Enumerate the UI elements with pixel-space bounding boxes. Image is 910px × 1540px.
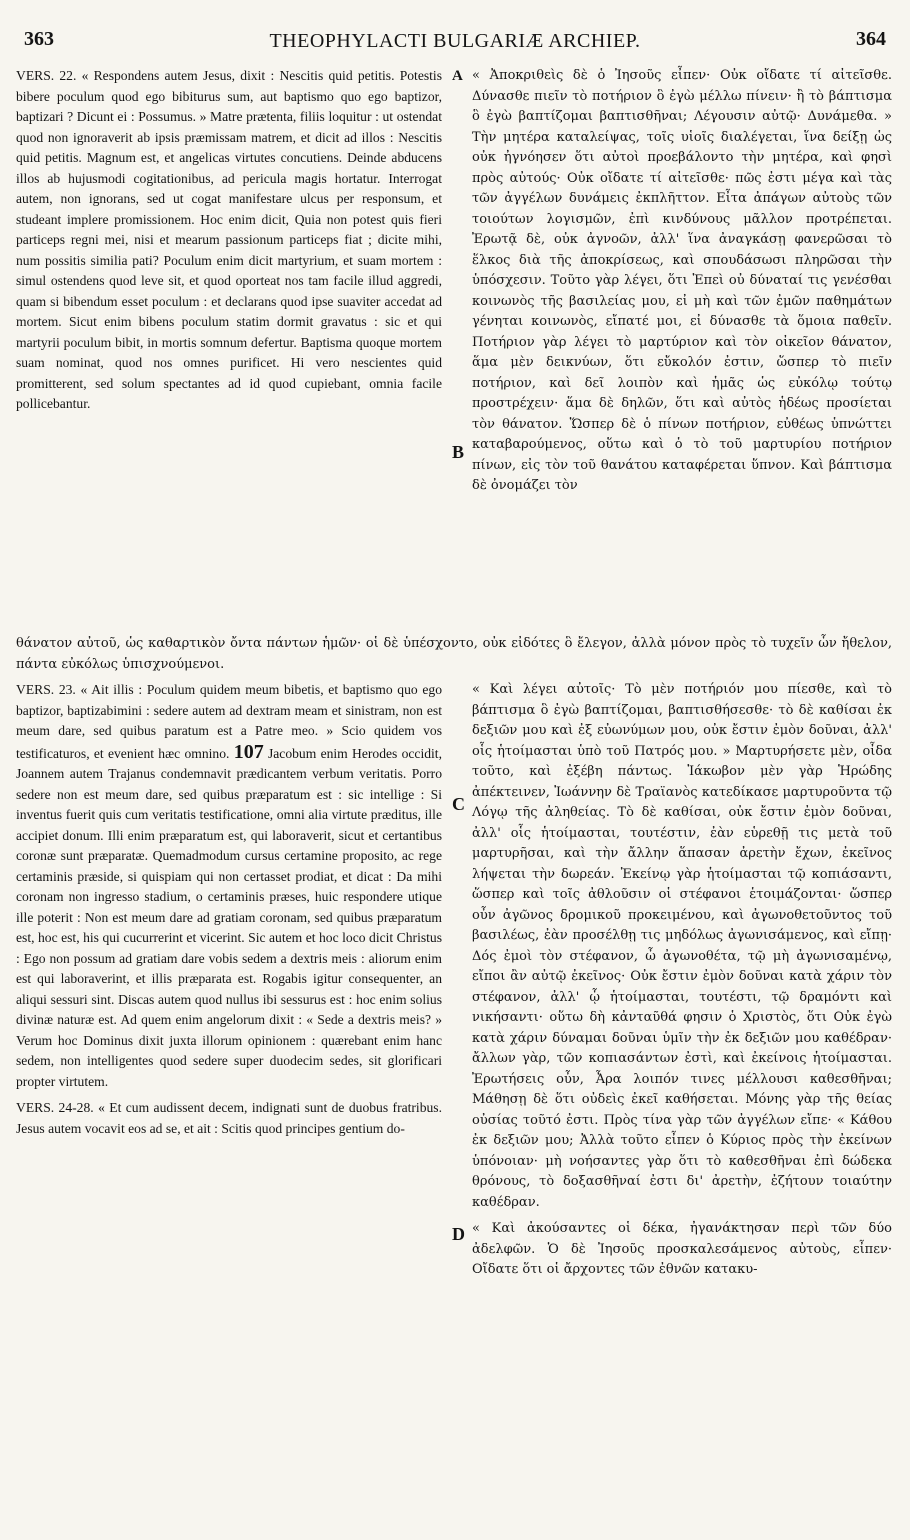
greek-paragraph-vers-22: « Ἀποκριθεὶς δὲ ὁ Ἰησοῦς εἶπεν· Οὐκ οἴδατε τί αἰτεῖσθε. Δύνασθε πιεῖν τὸ ποτήριον ὃ ἐγὼ μέλλω πίνειν· ἢ τὸ βάπτισμα ὃ ἐγὼ βαπτίζομαι βαπτισθῆναι; Λέγουσιν αὐτῷ· Δυνάμεθα. » Τὴν μητέρα καταλείψας, τοῖς υἱοῖς διαλέγεται, ἵνα δείξῃ ὡς οὐκ ἠγνόησεν ὅτι αὐτοὶ προεβάλοντο τὴν μητέρα, καὶ φησὶ πρὸς αὐτούς· Οὐκ οἴδατε τί αἰτεῖσθε· πῶς ἐστι μέγα καὶ τὰς τῶν ἀγγέλων δυνάμεις ἐκπλῆττον. Εἶτα ἀπάγων αὐτοὺς τῶν τοιούτων λογισμῶν, ἐπὶ κινδύνους μᾶλλον προτρέπεται. Ἐρωτᾷ δὲ, οὐκ ἀγνοῶν, ἀλλ' ἵνα ἀναγκάσῃ φανερῶσαι τὸ ἕλκος διὰ τῆς ἀποκρίσεως, καὶ σπουδάσωσι πληρῶσαι τὴν ὑπόσχεσιν. Τοῦτο γὰρ λέγει, ὅτι Ἐπεὶ οὐ δύναταί τις γενέσθαι κοινωνὸς τῆς βασιλείας μου, εἰ μὴ καὶ τῶν ἐμῶν παθημάτων γένηται κοινωνὸς, εἴπατέ μοι, εἰ δύνασθε τὰ ὅμοια παθεῖν. Ποτήριον γὰρ λέγει τὸ μαρτύριον καὶ τὸν οἰκεῖον θάνατον, ἅμα μὲν δεικνύων, ὅτι εὔκολόν ἐστιν, ὥσπερ τὸ πιεῖν ποτήριον, καὶ δεῖ λοιπὸν καὶ ἡμᾶς ὡς εὐκόλῳ τούτῳ προστρέχειν· ἅμα δὲ δηλῶν, ὅτι καὶ αὐτὸς ἡδέως προσίεται τὸν θάνατον. Ὥσπερ δὲ ὁ πίνων ποτήριον, εὐθέως ὑπνώττει καταβαρούμενος, οὕτω καὶ ὁ τὸ τοῦ μαρτυρίου ποτήριον πίνων, εἰς τὸν τοῦ θανάτου καταφέρεται ὕπνον. Καὶ βάπτισμα δὲ ὀνομάζει τὸν (472, 68, 892, 493)
latin-paragraph-vers-22: VERS. 22. « Respondens autem Jesus, dixit : Nescitis quid petitis. Potestis bibere poculum quod ego bibiturus sum, aut baptismo quo ego baptizor, baptizari ? Dicunt ei : Possumus. » Matre prætenta, filiis loquitur : ut ostendat quod non ignoraverit ab ipsis præmissam matrem, et dicit ad illos : Nescitis quid petitis. Magnum est, et angelicas virtutes concutiens. Deinde abducens illos ab hujusmodi cogitationibus, ad pericula magis hortatur. Interrogat autem, non ignorans, sed ut cogat manifestare ulcus per responsum, et studeant implere promissionem. Hoc enim dicit, Quia non potest quis fieri particeps regni mei, nisi et mearum passionum particeps fiat ; dicite mihi, num possitis similia pati? Poculum enim dicit martyrium, et suam mortem : simul ostendens quod leve sit, et quod oporteat nos tam facile illud aggredi, quam si bibendum esset poculum : et declarans quod ipse suaviter accedat ad mortem. Sicut enim bibens poculum statim dormit gravatus : sic et qui martyrii poculum bibit, in mortis somnum defertur. Baptisma quoque mortem suam nominat, quod nos omnes purificet. Hi vero nescientes quid promitterent, sed solum spectantes ad id quod cupiebant, omnia facile pollicebantur. (16, 68, 442, 411)
greek-paragraph-vers-23: « Καὶ λέγει αὐτοῖς· Τὸ μὲν ποτήριόν μου πίεσθε, καὶ τὸ βάπτισμα ὃ ἐγὼ βαπτίζομαι, βαπτισθήσεσθε· τὸ δὲ καθίσαι ἐκ δεξιῶν μου καὶ ἐξ εὐωνύμων μου, οὐκ ἔστιν ἐμὸν δοῦναι, ἀλλ' οἷς ἡτοίμασται ὑπὸ τοῦ Πατρός μου. » Μαρτυρήσετε μὲν, οἶδα τοῦτο, καὶ ἐξέβη πάντως. Ἰάκωβον μὲν γὰρ Ἡρώδης ἀπέκτεινεν, Ἰωάννην δὲ Τραϊανὸς κατεδίκασε μαρτυροῦντα τῷ Λόγῳ τῆς ἀληθείας. Τὸ δὲ καθίσαι, οὐκ ἔστιν ἐμὸν δοῦναι, ἀλλ' οἷς ἡτοίμασται, τουτέστιν, ἐὰν εὑρεθῇ τις μετὰ τοῦ μαρτυρῆσαι, καὶ τὴν ἄλλην ἅπασαν ἀρετὴν ἔχων, ἐκεῖνος λήψεται τὴν δωρεάν. Ἐκείνῳ γὰρ ἡτοίμασται τῷ κοπιάσαντι, ὥσπερ καὶ τοῖς ἀθλοῦσιν οἱ στέφανοι ἑτοιμάζονται· ὥσπερ οὖν ἀγῶνος δρομικοῦ προκειμένου, καὶ ἀγωνοθετοῦντος τοῦ βασιλέως, ἐὰν προσέλθῃ τις μηδόλως ἀγωνισάμενος, καὶ εἴπῃ· Δός ἐμοὶ τὸν στέφανον, ὦ ἀγωνοθέτα, τῷ μὴ ἀγωνισαμένῳ, εἴποι ἂν αὐτῷ ἐκεῖνος· Οὐκ ἔστιν ἐμὸν δοῦναι κατὰ χάριν τὸν στέφανον, ἀλλ' ᾧ ἡτοίμασται, τουτέστι, τῷ δραμόντι καὶ νικήσαντι· οὕτω δὴ κἀνταῦθά φησιν ὁ Χριστὸς, ὅτι Οὐκ ἐγὼ κατὰ χάριν δύναμαι δοῦναι ὑμῖν τὴν ἐκ δεξιῶν μου καθέδραν· ἄλλων γὰρ, τῶν κοπιασάντων ἐστὶ, καὶ ἐκείνοις ἡτοίμασται. Ἐρωτήσεις οὖν, Ἆρα λοιπόν τινες μέλλουσι καθεσθῆναι; Μάθησῃ δὲ ὅτι οὐδεὶς ἐκεῖ καθήσεται. Μόνης γὰρ τῆς θείας οὐσίας τοῦτό ἐστι. Πρὸς τίνα γὰρ τῶν ἀγγέλων εἴπε· « Κάθου ἐκ δεξιῶν μου; Ἀλλὰ τοῦτο εἶπεν ὁ Κύριος πρὸς τὴν ἐκείνων ὑπόνοιαν· μὴ νοήσαντες γὰρ ὅτι τὸ καθεσθῆναι ἐπὶ δώδεκα θρόνους, τὸ δοξασθῆναί ἐστι δι' ἀρετὴν, ἐζήτουν τοιαύτην καθέδραν. (472, 682, 892, 1210)
margin-letter-b: B (452, 442, 465, 462)
page-number-right: 364 (856, 28, 886, 50)
greek-column-top (472, 66, 892, 497)
running-header (24, 16, 886, 56)
margin-letter-a: A (452, 68, 463, 84)
greek-bridge-lines: θάνατον αὐτοῦ, ὡς καθαρτικὸν ὄντα πάντων ἡμῶν· οἱ δὲ ὑπέσχοντο, οὐκ εἰδότες ὃ ἔλεγον, ἀλλὰ μόνον πρὸς τὸ τυχεῖν ὧν ἤθελον, πάντα εὐκόλως ὑπισχνούμενοι. (16, 636, 892, 672)
margin-letter-c: C (452, 794, 465, 814)
margin-folio-number: 107 (233, 740, 264, 763)
greek-paragraph-vers-24-28: « Καὶ ἀκούσαντες οἱ δέκα, ἠγανάκτησαν περὶ τῶν δύο ἀδελφῶν. Ὁ δὲ Ἰησοῦς προσκαλεσάμενος αὐτοὺς, εἶπεν· Οἴδατε ὅτι οἱ ἄρχοντες τῶν ἐθνῶν κατακυ- (472, 1221, 892, 1277)
latin-vers-23-part-a: VERS. 23. « Ait illis : Poculum quidem meum bibetis, et baptismo quo ego baptizor, baptizabimini : sedere autem ad dextram meam et sinistram, non est meum dare, sed quibus paratum est a Patre meo. » Scio quidem vos testificaturos, et evenient hæc omnino. (16, 682, 442, 761)
margin-letter-d: D (452, 1224, 465, 1244)
running-title: THEOPHYLACTI BULGARIÆ ARCHIEP. (269, 30, 641, 52)
greek-column-bottom (472, 680, 892, 1281)
latin-paragraph-vers-23 (16, 680, 442, 1092)
latin-vers-23-part-b: Jacobum enim Herodes occidit, Joannem autem Trajanus condemnavit prædicantem verbum veritatis. Porro sedere non est meum dare, sed quibus præparatum est : sic intellige : Si inventus fuerit quis cum veritatis testificatione, omni alia virtute præditus, ille accipiet donum. Illi enim præparatum est, qui laboraverit, sicut et certantibus coronæ sunt præparatæ. Quemadmodum cursus certamine proposito, ac rege certaminis præside, si quispiam qui non certasset prodiat, et dicat : Da mihi coronam non ingresso stadium, o certaminis præses, huic respondere utique ille poterit : Non est meum dare ad gratiam coronam, sed quibus præparatum est, hoc est, his qui cucurrerint et vicerint. Sic autem et hoc loco dicit Christus : Ego non possum ad gratiam dare vobis sedem a dextris meis : aliorum enim est qui laboraverint, et illis præparata est. Rogabis igitur consequenter, an aliqui sessuri sint. Discas autem quod nullus ibi sessurus est : hoc enim solius divinæ naturæ est. Ad quem enim angelorum dixit : « Sede a dextris meis? » Verum hoc Dominus dixit juxta illorum opinionem : quærebant enim hanc sedem, non intelligentes quod sedere super duodecim sedes, sit glorificari propter virtutem. (16, 745, 442, 1089)
latin-column-bottom (16, 680, 442, 1139)
page-number-left: 363 (24, 28, 54, 50)
latin-column-top (16, 66, 442, 415)
latin-paragraph-vers-24-28: VERS. 24-28. « Et cum audissent decem, indignati sunt de duobus fratribus. Jesus autem vocavit eos ad se, et ait : Scitis quod principes gentium do- (16, 1100, 442, 1136)
